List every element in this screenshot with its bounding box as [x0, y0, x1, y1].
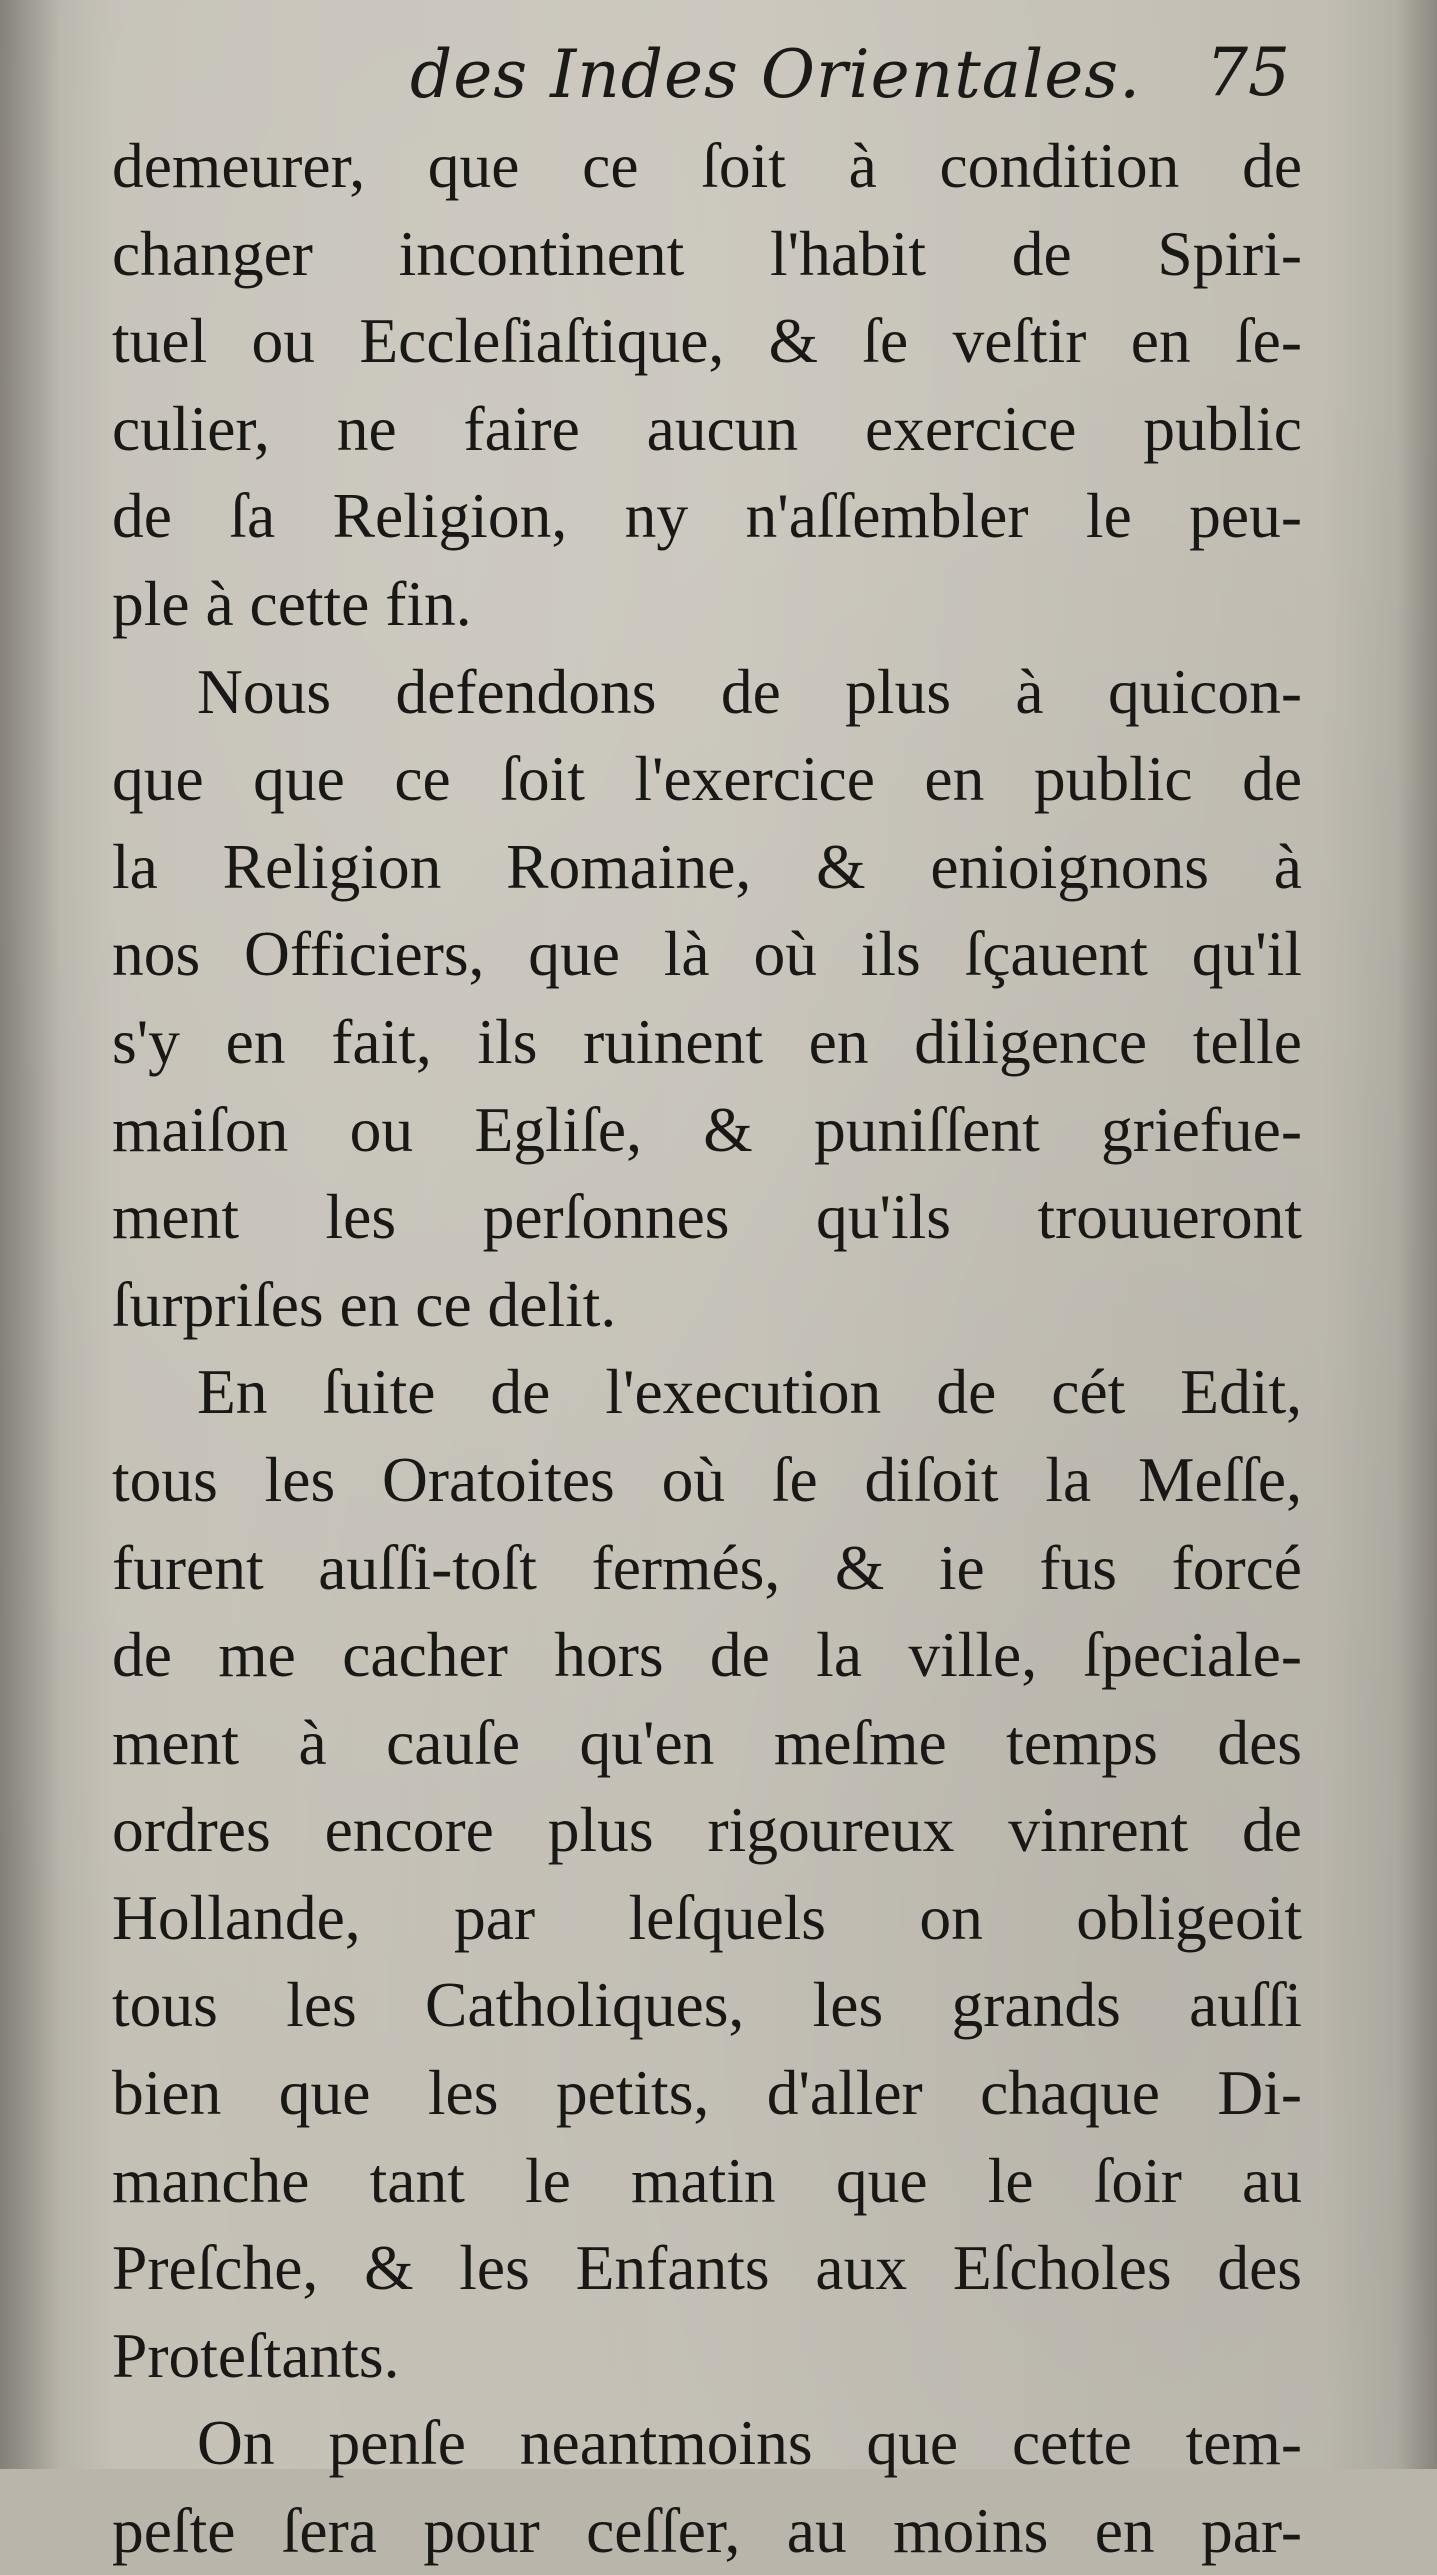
text-line: Hollande, par leſquels on obligeoit: [112, 1881, 1302, 1953]
text-line: tuel ou Eccleſiaſtique, & ſe veſtir en ſe-: [112, 305, 1302, 377]
text-line: peſte ſera pour ceſſer, au moins en par-: [112, 2495, 1302, 2567]
text-line: culier, ne faire aucun exercice public: [112, 392, 1302, 464]
text-line: Preſche, & les Enfants aux Eſcholes des: [112, 2232, 1302, 2304]
text-line: tous les Catholiques, les grands auſſi: [112, 1969, 1302, 2041]
text-line: ment les perſonnes qu'ils trouueront: [112, 1181, 1302, 1253]
text-line: de ſa Religion, ny n'aſſembler le peu-: [112, 480, 1302, 552]
text-line: manche tant le matin que le ſoir au: [112, 2144, 1302, 2216]
text-line: nos Officiers, que là où ils ſçauent qu'il: [112, 918, 1302, 990]
text-line: ple à cette fin.: [112, 567, 472, 639]
text-line: demeurer, que ce ſoit à condition de: [112, 130, 1302, 201]
text-line: Proteſtants.: [112, 2319, 400, 2391]
text-line: Nous defendons de plus à quicon-: [197, 655, 1302, 727]
text-line: la Religion Romaine, & enioignons à: [112, 830, 1302, 902]
page-edge-shadow: [1397, 0, 1437, 2469]
text-line: furent auſſi-toſt fermés, & ie fus forcé: [112, 1531, 1302, 1603]
text-line: ſurpriſes en ce delit.: [112, 1268, 617, 1340]
text-line: changer incontinent l'habit de Spiri-: [112, 217, 1302, 289]
text-line: On penſe neantmoins que cette tem-: [197, 2407, 1302, 2479]
text-line: En ſuite de l'execution de cét Edit,: [197, 1356, 1302, 1428]
text-line: ment à cauſe qu'en meſme temps des: [112, 1706, 1302, 1778]
text-line: s'y en fait, ils ruinent en diligence telle: [112, 1005, 1302, 1077]
text-line: bien que les petits, d'aller chaque Di-: [112, 2057, 1302, 2129]
page-header: [110, 28, 1290, 118]
running-title: des Indes Orientales.: [410, 36, 1142, 113]
text-line: de me cacher hors de la ville, ſpeciale-: [112, 1619, 1302, 1691]
page-number: 75: [1206, 34, 1290, 111]
text-line: tous les Oratoites où ſe diſoit la Meſſe,: [112, 1443, 1302, 1515]
text-line: que que ce ſoit l'exercice en public de: [112, 743, 1302, 815]
text-line: maiſon ou Egliſe, & puniſſent griefue-: [112, 1093, 1302, 1165]
gutter-shadow: [0, 0, 60, 2469]
text-line: ordres encore plus rigoureux vinrent de: [112, 1794, 1302, 1866]
body-text: [112, 122, 1302, 2575]
